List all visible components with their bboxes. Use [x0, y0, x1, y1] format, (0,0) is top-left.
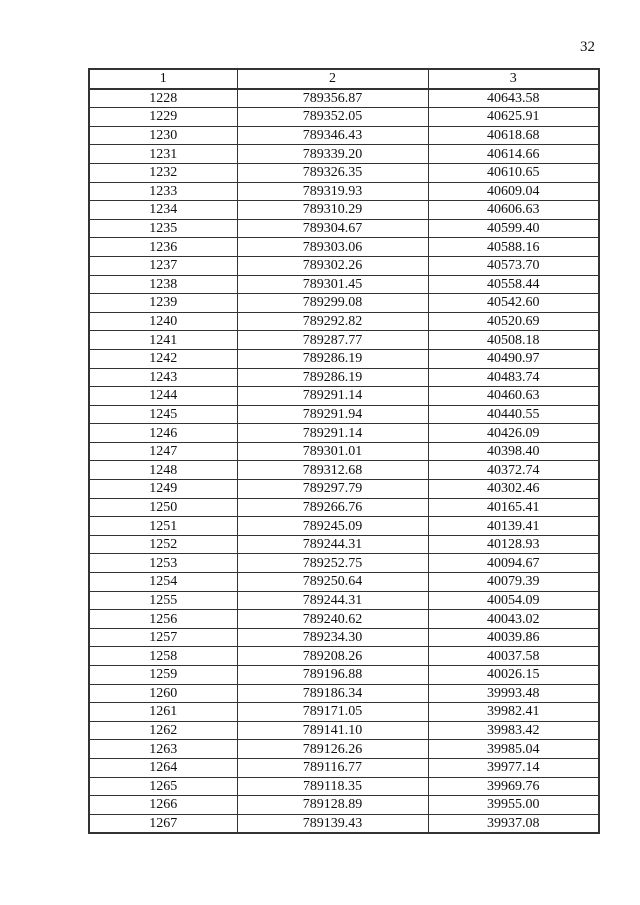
table-cell-col-2: 789302.26 — [237, 256, 428, 275]
table-row — [89, 796, 599, 815]
table-cell-col-2: 789304.67 — [237, 219, 428, 238]
table-cell-col-3: 40043.02 — [428, 610, 599, 629]
table-cell-col-3: 40398.40 — [428, 442, 599, 461]
table-cell-col-3: 40054.09 — [428, 591, 599, 610]
table-cell-col-1: 1261 — [89, 703, 237, 722]
table-row — [89, 591, 599, 610]
page-number: 32 — [580, 39, 595, 55]
table-cell-col-3: 40490.97 — [428, 349, 599, 368]
table-cell-col-2: 789297.79 — [237, 480, 428, 499]
table-cell-col-1: 1231 — [89, 145, 237, 164]
table-row — [89, 554, 599, 573]
table-row — [89, 312, 599, 331]
table-cell-col-1: 1233 — [89, 182, 237, 201]
table-cell-col-1: 1251 — [89, 517, 237, 536]
table-cell-col-1: 1254 — [89, 573, 237, 592]
table-cell-col-2: 789291.94 — [237, 405, 428, 424]
table-cell-col-3: 40643.58 — [428, 89, 599, 108]
table-row — [89, 126, 599, 145]
table-row — [89, 238, 599, 257]
table-row — [89, 610, 599, 629]
table-cell-col-2: 789301.01 — [237, 442, 428, 461]
table-cell-col-2: 789244.31 — [237, 535, 428, 554]
table-cell-col-2: 789286.19 — [237, 349, 428, 368]
table-cell-col-2: 789240.62 — [237, 610, 428, 629]
table-row — [89, 405, 599, 424]
table-cell-col-1: 1248 — [89, 461, 237, 480]
table-cell-col-1: 1237 — [89, 256, 237, 275]
table-cell-col-1: 1238 — [89, 275, 237, 294]
table-cell-col-3: 40508.18 — [428, 331, 599, 350]
table-cell-col-2: 789356.87 — [237, 89, 428, 108]
table-cell-col-1: 1247 — [89, 442, 237, 461]
table-row — [89, 275, 599, 294]
table-row — [89, 498, 599, 517]
table-cell-col-3: 39982.41 — [428, 703, 599, 722]
table-cell-col-2: 789303.06 — [237, 238, 428, 257]
table-cell-col-1: 1252 — [89, 535, 237, 554]
table-cell-col-1: 1240 — [89, 312, 237, 331]
table-body — [89, 89, 599, 834]
table-cell-col-3: 40026.15 — [428, 666, 599, 685]
table-row — [89, 182, 599, 201]
table-row — [89, 442, 599, 461]
table-cell-col-2: 789196.88 — [237, 666, 428, 685]
table-row — [89, 740, 599, 759]
table-cell-col-2: 789139.43 — [237, 814, 428, 833]
table-cell-col-3: 40079.39 — [428, 573, 599, 592]
table-row — [89, 163, 599, 182]
table-row — [89, 256, 599, 275]
table-cell-col-2: 789339.20 — [237, 145, 428, 164]
table-cell-col-3: 40558.44 — [428, 275, 599, 294]
table-cell-col-1: 1243 — [89, 368, 237, 387]
table-cell-col-2: 789252.75 — [237, 554, 428, 573]
table-cell-col-3: 40302.46 — [428, 480, 599, 499]
table-cell-col-3: 39985.04 — [428, 740, 599, 759]
table-cell-col-3: 40573.70 — [428, 256, 599, 275]
table-cell-col-1: 1236 — [89, 238, 237, 257]
table-cell-col-1: 1241 — [89, 331, 237, 350]
table-cell-col-2: 789312.68 — [237, 461, 428, 480]
table-row — [89, 145, 599, 164]
table-row — [89, 387, 599, 406]
table-row — [89, 424, 599, 443]
table-cell-col-3: 40588.16 — [428, 238, 599, 257]
table-cell-col-1: 1257 — [89, 628, 237, 647]
table-row — [89, 721, 599, 740]
table-row — [89, 108, 599, 127]
table-cell-col-1: 1235 — [89, 219, 237, 238]
table-cell-col-1: 1244 — [89, 387, 237, 406]
table-cell-col-2: 789141.10 — [237, 721, 428, 740]
table-cell-col-2: 789245.09 — [237, 517, 428, 536]
table-cell-col-1: 1267 — [89, 814, 237, 833]
table-cell-col-1: 1232 — [89, 163, 237, 182]
table-cell-col-1: 1242 — [89, 349, 237, 368]
table-cell-col-3: 40618.68 — [428, 126, 599, 145]
table-row — [89, 89, 599, 108]
table-cell-col-3: 40599.40 — [428, 219, 599, 238]
table-row — [89, 684, 599, 703]
table-header-row — [89, 69, 599, 89]
table-cell-col-3: 40426.09 — [428, 424, 599, 443]
table-cell-col-3: 40483.74 — [428, 368, 599, 387]
table-cell-col-3: 39955.00 — [428, 796, 599, 815]
table-cell-col-1: 1246 — [89, 424, 237, 443]
column-header-3: 3 — [428, 69, 599, 89]
table-cell-col-1: 1230 — [89, 126, 237, 145]
table-row — [89, 201, 599, 220]
table-row — [89, 368, 599, 387]
table-cell-col-3: 39983.42 — [428, 721, 599, 740]
coordinates-table — [88, 68, 600, 834]
table-cell-col-2: 789186.34 — [237, 684, 428, 703]
table-cell-col-3: 39969.76 — [428, 777, 599, 796]
table-cell-col-2: 789244.31 — [237, 591, 428, 610]
table-cell-col-3: 40609.04 — [428, 182, 599, 201]
table-cell-col-3: 40094.67 — [428, 554, 599, 573]
table-row — [89, 758, 599, 777]
table-cell-col-2: 789128.89 — [237, 796, 428, 815]
table-cell-col-3: 40165.41 — [428, 498, 599, 517]
table-cell-col-3: 40139.41 — [428, 517, 599, 536]
table-row — [89, 219, 599, 238]
table-cell-col-2: 789116.77 — [237, 758, 428, 777]
table-row — [89, 647, 599, 666]
table-cell-col-1: 1260 — [89, 684, 237, 703]
table-cell-col-3: 40128.93 — [428, 535, 599, 554]
table-cell-col-1: 1234 — [89, 201, 237, 220]
table-cell-col-2: 789208.26 — [237, 647, 428, 666]
table-row — [89, 294, 599, 313]
table-cell-col-1: 1250 — [89, 498, 237, 517]
table-row — [89, 517, 599, 536]
table-cell-col-3: 40039.86 — [428, 628, 599, 647]
table-cell-col-1: 1264 — [89, 758, 237, 777]
table-row — [89, 814, 599, 833]
table-cell-col-1: 1253 — [89, 554, 237, 573]
table-cell-col-1: 1263 — [89, 740, 237, 759]
table-cell-col-3: 40037.58 — [428, 647, 599, 666]
table-cell-col-2: 789292.82 — [237, 312, 428, 331]
table-cell-col-3: 40610.65 — [428, 163, 599, 182]
column-header-2: 2 — [237, 69, 428, 89]
table-cell-col-2: 789287.77 — [237, 331, 428, 350]
table-cell-col-1: 1249 — [89, 480, 237, 499]
table-row — [89, 703, 599, 722]
table-cell-col-2: 789352.05 — [237, 108, 428, 127]
table-cell-col-2: 789346.43 — [237, 126, 428, 145]
table-row — [89, 480, 599, 499]
table-cell-col-1: 1258 — [89, 647, 237, 666]
table-row — [89, 573, 599, 592]
table-header — [89, 69, 599, 89]
table-cell-col-1: 1239 — [89, 294, 237, 313]
table-row — [89, 349, 599, 368]
table-cell-col-1: 1229 — [89, 108, 237, 127]
table-cell-col-1: 1262 — [89, 721, 237, 740]
table-cell-col-3: 39993.48 — [428, 684, 599, 703]
table-cell-col-2: 789266.76 — [237, 498, 428, 517]
table-row — [89, 535, 599, 554]
table-cell-col-2: 789299.08 — [237, 294, 428, 313]
table-cell-col-2: 789291.14 — [237, 387, 428, 406]
table-cell-col-2: 789234.30 — [237, 628, 428, 647]
table-cell-col-3: 40440.55 — [428, 405, 599, 424]
table-cell-col-1: 1259 — [89, 666, 237, 685]
table-cell-col-2: 789126.26 — [237, 740, 428, 759]
table-cell-col-1: 1228 — [89, 89, 237, 108]
column-header-1: 1 — [89, 69, 237, 89]
table-cell-col-1: 1256 — [89, 610, 237, 629]
table-row — [89, 331, 599, 350]
table-cell-col-3: 40460.63 — [428, 387, 599, 406]
table-cell-col-2: 789301.45 — [237, 275, 428, 294]
table-cell-col-2: 789319.93 — [237, 182, 428, 201]
table-row — [89, 777, 599, 796]
table-cell-col-2: 789171.05 — [237, 703, 428, 722]
table-row — [89, 628, 599, 647]
table-cell-col-1: 1245 — [89, 405, 237, 424]
table-cell-col-3: 40542.60 — [428, 294, 599, 313]
table-cell-col-1: 1266 — [89, 796, 237, 815]
table-cell-col-3: 39977.14 — [428, 758, 599, 777]
table-cell-col-2: 789310.29 — [237, 201, 428, 220]
table-row — [89, 666, 599, 685]
table-cell-col-3: 40520.69 — [428, 312, 599, 331]
table-cell-col-3: 40606.63 — [428, 201, 599, 220]
table-cell-col-2: 789118.35 — [237, 777, 428, 796]
table-cell-col-2: 789250.64 — [237, 573, 428, 592]
table-cell-col-1: 1255 — [89, 591, 237, 610]
table-row — [89, 461, 599, 480]
table-cell-col-1: 1265 — [89, 777, 237, 796]
table-cell-col-3: 40614.66 — [428, 145, 599, 164]
table-cell-col-2: 789326.35 — [237, 163, 428, 182]
table-cell-col-2: 789286.19 — [237, 368, 428, 387]
table-cell-col-3: 40372.74 — [428, 461, 599, 480]
table-cell-col-3: 40625.91 — [428, 108, 599, 127]
table-cell-col-3: 39937.08 — [428, 814, 599, 833]
table-cell-col-2: 789291.14 — [237, 424, 428, 443]
